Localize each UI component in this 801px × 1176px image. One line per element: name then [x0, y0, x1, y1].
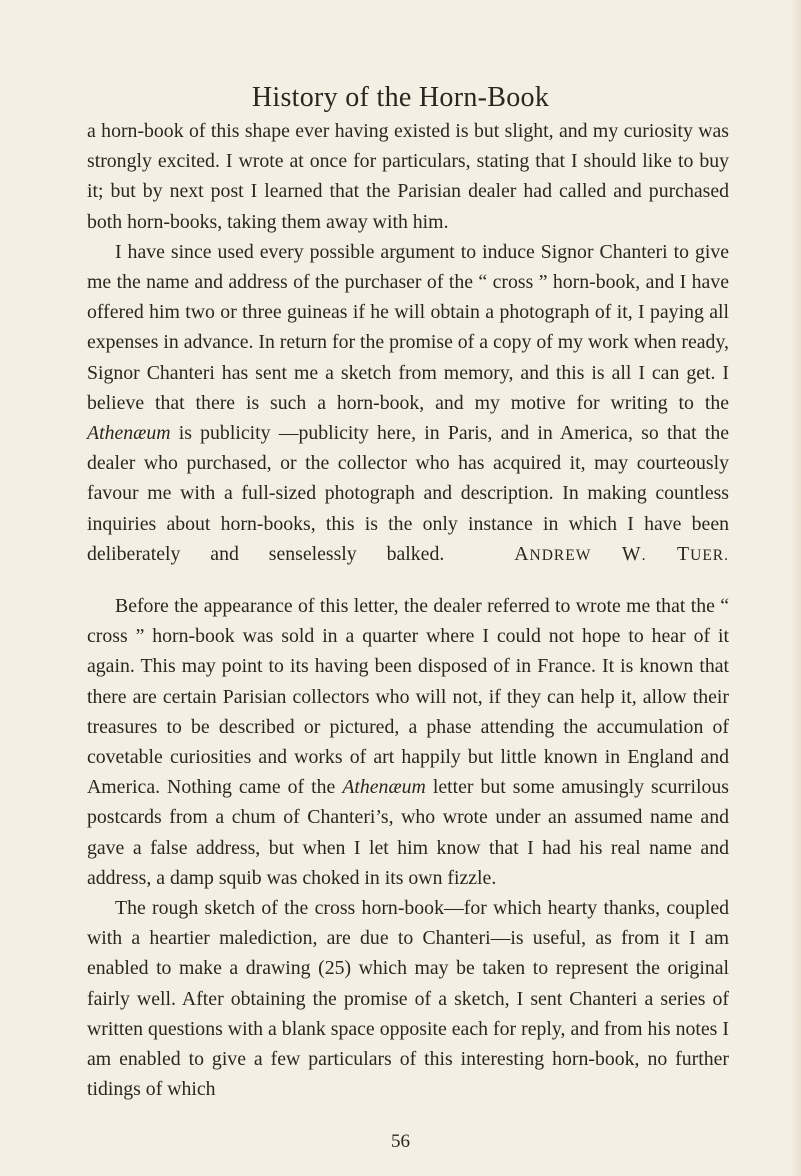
paragraph-p4 — [87, 893, 729, 1104]
italic-title: Athenæum — [342, 776, 426, 799]
paragraph-p3 — [87, 591, 729, 893]
text-run: letter but some amusingly scurrilous postcards from a chum of Chanteri’s, who wrote under an assumed name and gave a false address, but when I let him know that I had his real name and address, a damp squib was choked in its own fizzle. — [87, 776, 729, 889]
body-text — [87, 116, 729, 1105]
signature-first: ANDREW — [514, 542, 592, 565]
running-head: History of the Horn-Book — [251, 82, 550, 113]
italic-title: Athenæum — [87, 422, 171, 445]
signature-middle: W. — [621, 542, 647, 565]
text-run: The rough sketch of the cross horn-book—for which hearty thanks, coupled with a heartier malediction, are due to Chanteri—is useful, as from it I am enabled to make a drawing (25) which may be taken to represent the original fairly well. After obtaining the promise of a sketch, I sent Chanteri a series of written questions with a blank space opposite each for reply, and from his notes I am enabled to give a few particulars of this interesting horn-book, no further tidings of which — [87, 897, 729, 1101]
paragraph-p1 — [87, 116, 729, 237]
page-number: 56 — [391, 1131, 410, 1152]
page-edge-shadow — [791, 0, 801, 1176]
letter-signature — [514, 543, 729, 565]
text-run: is publicity —publicity here, in Paris, and in America, so that the dealer who purchased, or the collector who has acquired it, may courteously favour me with a full-sized photograph and description. In making countless inquiries about horn-books, this is the only instance in which I have been deliberately and senselessly balked. — [87, 422, 729, 565]
text-run: Before the appearance of this letter, the dealer referred to wrote me that the “ cross ” horn-book was sold in a quarter where I could not hope to hear of it again. This may point to its having been disposed of in France. It is known that there are certain Parisian collectors who will not, if they can help it, allow their treasures to be described or pictured, a phase attending the accumulation of covetable curiosities and works of art happily but little known in England and America. Nothing came of the — [87, 595, 729, 799]
text-run: I have since used every possible argument to induce Signor Chanteri to give me the name and address of the purchaser of the “ cross ” horn-book, and I have offered him two or three guineas if he will obtain a photograph of it, I paying all expenses in advance. In return for the promise of a copy of my work when ready, Signor Chanteri has sent me a sketch from memory, and this is all I can get. I believe that there is such a horn-book, and my motive for writing to the — [87, 240, 729, 414]
paragraph-p2 — [87, 237, 729, 571]
signature-last: TUER. — [677, 542, 730, 565]
text-run: a horn-book of this shape ever having existed is but slight, and my curiosity was strongly excited. I wrote at once for particulars, stating that I should like to buy it; but by next post I learned that the Parisian dealer had called and purchased both horn-books, taking them away with him. — [87, 120, 729, 233]
